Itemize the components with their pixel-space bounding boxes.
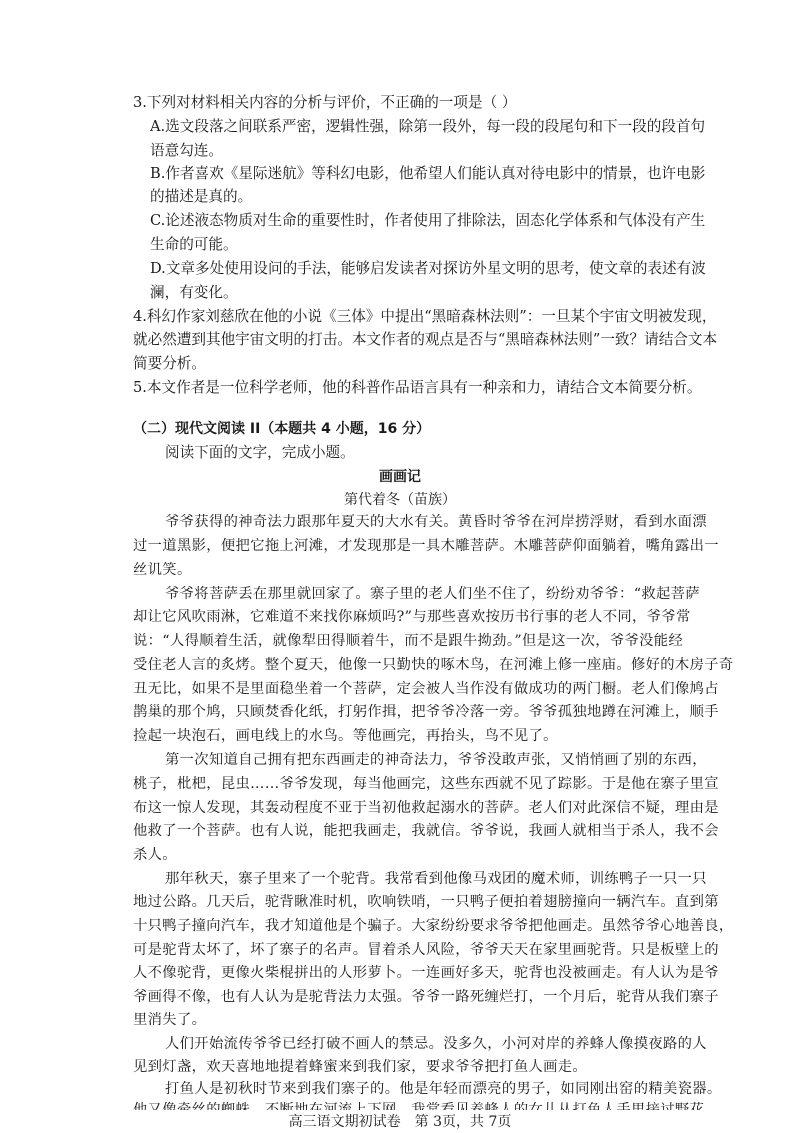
q3-option-b-line-1: B.作者喜欢《星际迷航》等科幻电影，他希望人们能认真对待电影中的情景，也许电影 — [150, 165, 706, 182]
paragraph-line: 十只鸭子撞向汽车，我才知道他是个骗子。大家纷纷要求爷爷把他画走。虽然爷爷心地善良， — [133, 918, 734, 934]
section-instruction: 阅读下面的文字，完成小题。 — [165, 444, 355, 461]
q3-option-d-line-1: D.文章多处使用设问的手法，能够启发读者对探访外星文明的思考，使文章的表述有波 — [150, 260, 706, 277]
question-4-line-2: 就必然遭到其他宇宙文明的打击。本文作者的观点是否与“黑暗森林法则”一致？请结合文本 — [133, 331, 718, 348]
paragraph-line: 打鱼人是初秋时节来到我们寨子的。他是年轻而漂亮的男子，如同刚出窑的精美瓷器。 — [165, 1081, 722, 1097]
paragraph-line: 爷画得不像，也有人认为是驼背法力太强。爷爷一路死缠烂打，一个月后，驼背从我们寨子 — [133, 989, 719, 1005]
q3-option-b-line-2: 的描述是真的。 — [150, 188, 253, 205]
paragraph-line: 说：“人得顺着生活，就像犁田得顺着牛，而不是跟牛拗劲。”但是这一次，爷爷没能经 — [133, 633, 684, 649]
paragraph-line: 爷爷将菩萨丢在那里就回家了。寨子里的老人们坐不住了，纷纷劝爷爷：“救起菩萨 — [165, 586, 700, 602]
paragraph-line: 人不像驼背，更像火柴棍拼出的人形萝卜。一连画好多天，驼背也没被画走。有人认为是爷 — [133, 965, 719, 981]
paragraph-line: 第一次知道自己拥有把东西画走的神奇法力，爷爷没敢声张，又悄悄画了别的东西， — [165, 752, 707, 768]
q3-option-a-line-1: A.选文段落之间联系严密，逻辑性强，除第一段外，每一段的段尾句和下一段的段首句 — [150, 118, 706, 135]
paragraph-line: 鹊巢的那个鸠，只顾焚香化纸，打躬作揖，把爷爷冷落一旁。爷爷孤独地蹲在河滩上，顺手 — [133, 704, 719, 720]
paragraph-line: 杀人。 — [133, 847, 177, 863]
page-footer: 高三语文期初试卷 第 3页，共 7页 — [0, 1110, 800, 1133]
question-4-line-1: 4.科幻作家刘慈欣在他的小说《三体》中提出“黑暗森林法则”：一旦某个宇宙文明被发现， — [133, 308, 717, 325]
paragraph-line: 爷爷获得的神奇法力跟那年夏天的大水有关。黄昏时爷爷在河岸捞浮财，看到水面漂 — [165, 514, 707, 530]
question-3-stem: 3.下列对材料相关内容的分析与评价，不正确的一项是（ ） — [133, 94, 517, 111]
paragraph-line: 丝讥笑。 — [133, 562, 192, 578]
paragraph-line: 过一道黑影，便把它拖上河滩，才发现那是一具木雕菩萨。木雕菩萨仰面躺着，嘴角露出一 — [133, 538, 719, 554]
paragraph-line: 可是驼背太坏了，坏了寨子的名声。冒着杀人风险，爷爷天天在家里画驼背。只是板壁上的 — [133, 942, 719, 958]
paragraph-line: 桃子，枇杷，昆虫……爷爷发现，每当他画完，这些东西就不见了踪影。于是他在寨子里宣 — [133, 776, 719, 792]
story-author: 第代着冬（苗族） — [344, 492, 456, 508]
q3-option-c-line-1: C.论述液态物质对生命的重要性时，作者使用了排除法，固态化学体系和气体没有产生 — [150, 212, 706, 229]
paragraph-line: 布这一惊人发现，其轰动程度不亚于当初他救起溺水的菩萨。老人们对此深信不疑，理由是 — [133, 800, 719, 816]
question-4-line-3: 简要分析。 — [133, 355, 206, 372]
paragraph-line: 却让它风吹雨淋，它难道不来找你麻烦吗?”与那些喜欢按历书行事的老人不同，爷爷常 — [133, 609, 691, 625]
q3-option-c-line-2: 生命的可能。 — [150, 236, 238, 253]
paragraph-line: 受住老人言的炙烤。整个夏天，他像一只勤快的啄木鸟，在河滩上修一座庙。修好的木房子奇 — [133, 657, 734, 673]
paragraph-line: 那年秋天，寨子里来了一个驼背。我常看到他像马戏团的魔术师，训练鸭子一只一只 — [165, 871, 707, 887]
paragraph-line: 丑无比，如果不是里面稳坐着一个菩萨，定会被人当作没有做成功的两门橱。老人们像鸠占 — [133, 681, 719, 697]
question-5: 5.本文作者是一位科学老师，他的科普作品语言具有一种亲和力，请结合文本简要分析。 — [133, 379, 702, 396]
q3-option-a-line-2: 语意勾连。 — [150, 142, 223, 159]
section-heading: （二）现代文阅读 II（本题共 4 小题，16 分） — [133, 421, 431, 437]
paragraph-line: 地过公路。几天后，驼背瞅准时机，吹响铁哨，一只鸭子便拍着翅膀撞向一辆汽车。直到第 — [133, 894, 719, 910]
paragraph-line: 见到灯盏，欢天喜地地提着蜂蜜来到我们家，要求爷爷把打鱼人画走。 — [133, 1059, 588, 1075]
q3-option-d-line-2: 澜，有变化。 — [150, 284, 238, 301]
paragraph-line: 捡起一块泡石，画电线上的水鸟。等他画完，再抬头，鸟不见了。 — [133, 728, 558, 744]
paragraph-line: 人们开始流传爷爷已经打破不画人的禁忌。没多久，小河对岸的养蜂人像摸夜路的人 — [165, 1036, 707, 1052]
paragraph-line: 他救了一个菩萨。也有人说，能把我画走，我就信。爷爷说，我画人就相当于杀人，我不会 — [133, 823, 719, 839]
paragraph-line: 里消失了。 — [133, 1012, 207, 1028]
story-title: 画画记 — [379, 469, 421, 485]
